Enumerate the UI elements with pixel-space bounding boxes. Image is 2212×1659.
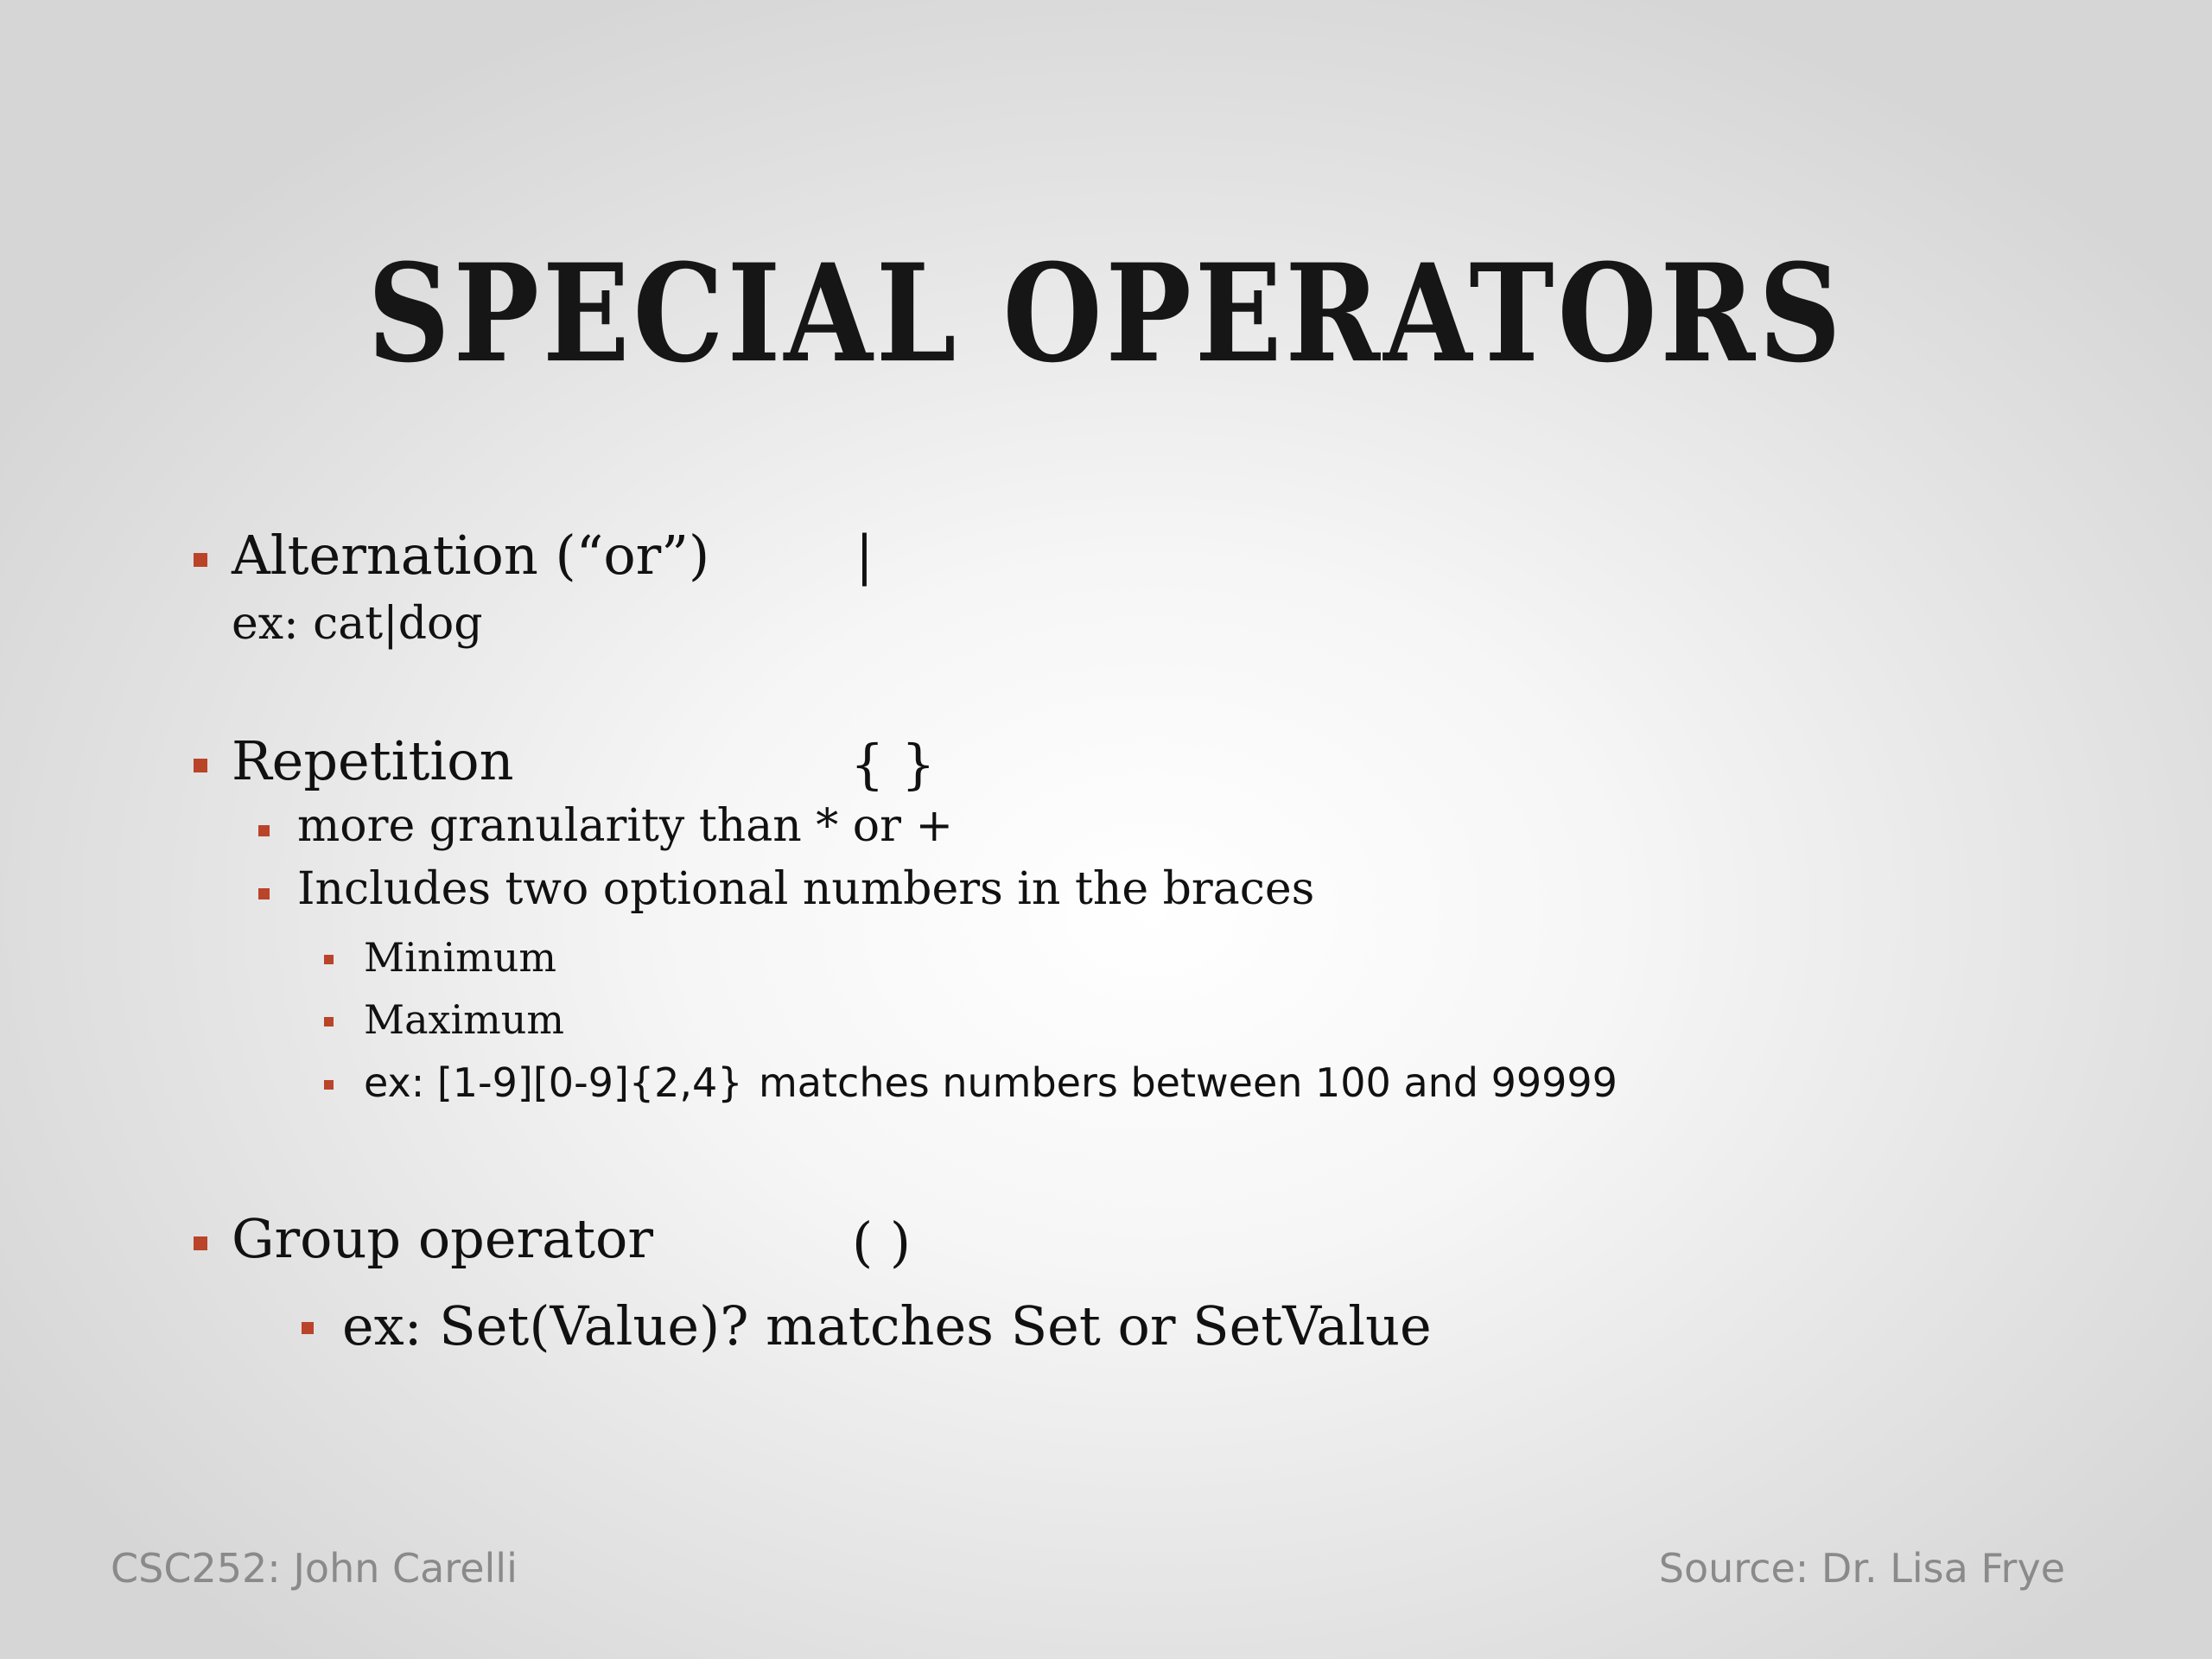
alternation-example: ex: cat|dog xyxy=(232,598,483,650)
repetition-symbol: { } xyxy=(850,733,936,796)
bullet-marker xyxy=(324,1080,334,1090)
group-operator-example: ex: Set(Value)? matches Set or SetValue xyxy=(342,1294,1432,1357)
repetition-example-code: ex: [1-9][0-9]{2,4} xyxy=(364,1059,743,1106)
bullet-marker xyxy=(324,1017,334,1027)
alternation-symbol: | xyxy=(855,524,874,587)
repetition-maximum: Maximum xyxy=(364,996,565,1043)
bullet-marker xyxy=(324,955,334,964)
slide-title: SPECIAL OPERATORS xyxy=(367,235,1845,393)
bullet-marker xyxy=(258,825,270,836)
bullet-marker xyxy=(258,888,270,899)
group-operator-symbol: ( ) xyxy=(852,1211,912,1274)
alternation-label: Alternation (“or”) xyxy=(232,524,710,587)
footer-source: Source: Dr. Lisa Frye xyxy=(1658,1545,2065,1592)
repetition-label: Repetition xyxy=(232,729,514,792)
repetition-minimum: Minimum xyxy=(364,934,557,981)
repetition-sub-item: Includes two optional numbers in the braces xyxy=(297,863,1315,915)
bullet-marker xyxy=(194,553,207,567)
footer-author: CSC252: John Carelli xyxy=(111,1545,518,1592)
bullet-marker xyxy=(194,1236,207,1250)
repetition-example-desc: matches numbers between 100 and 99999 xyxy=(759,1059,1618,1106)
repetition-sub-item: more granularity than * or + xyxy=(297,800,954,852)
group-operator-label: Group operator xyxy=(232,1207,654,1270)
bullet-marker xyxy=(194,759,207,772)
bullet-marker xyxy=(302,1322,314,1334)
